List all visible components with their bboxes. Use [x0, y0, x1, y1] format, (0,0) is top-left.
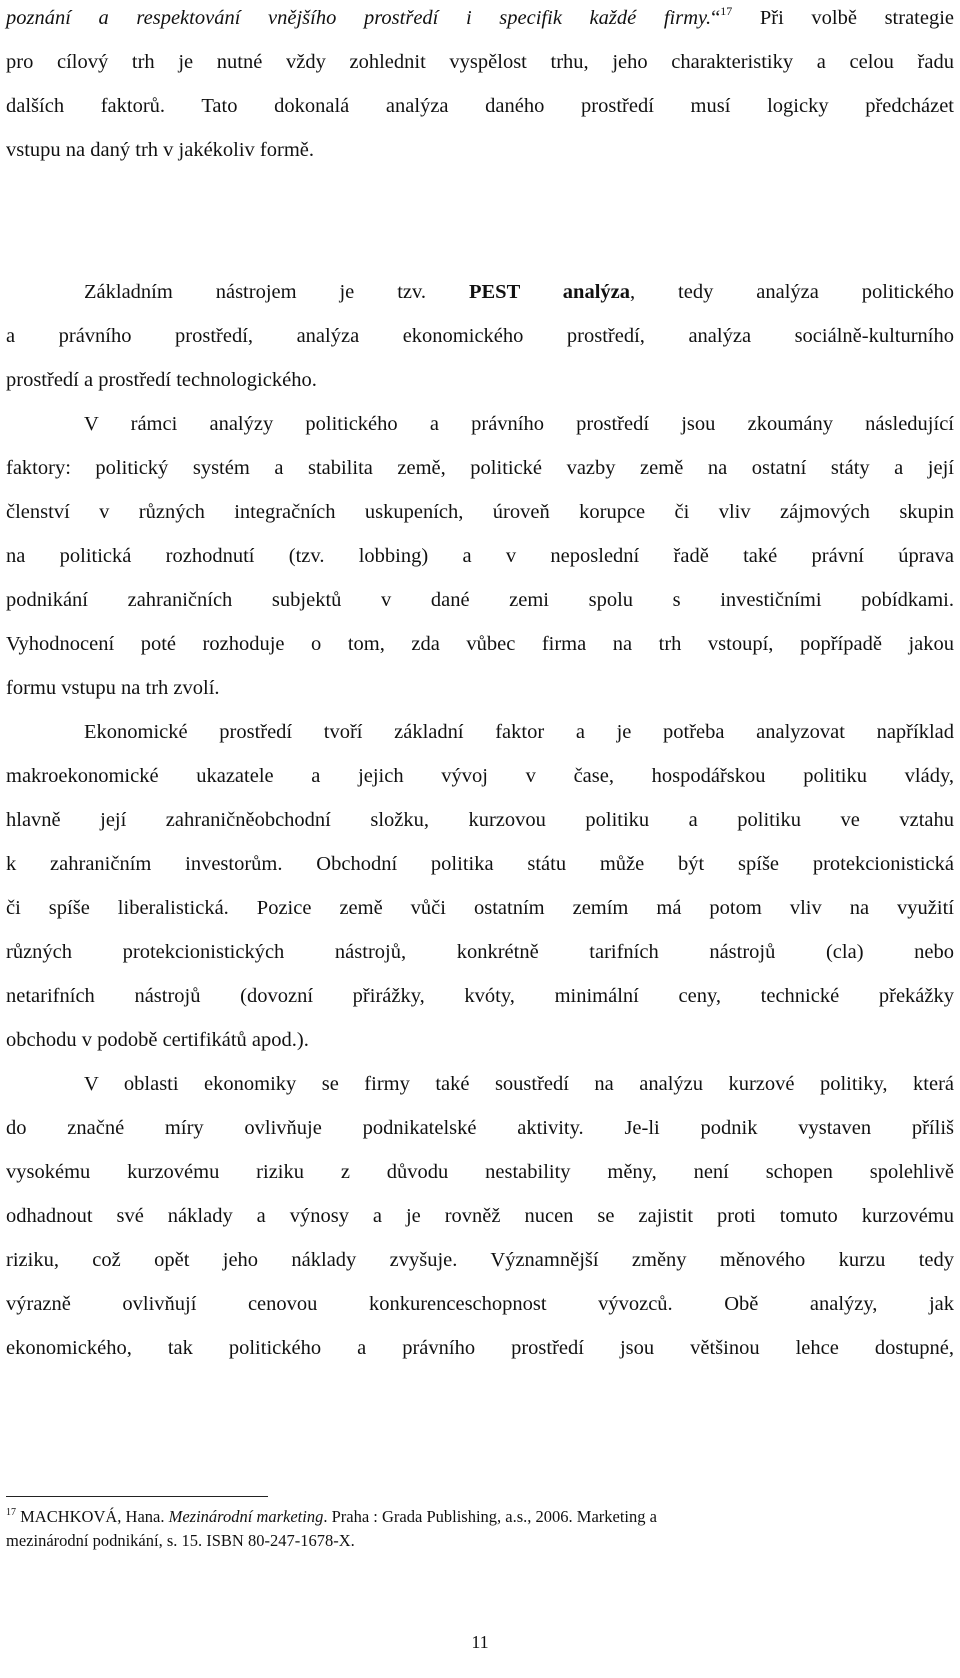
text-line: ekonomického, tak politického a právního prostředí jsou většinou lehce dostupné,	[6, 1337, 954, 1359]
text-line: Ekonomické prostředí tvoří základní faktor a je potřeba analyzovat například	[84, 721, 954, 743]
text-line: V oblasti ekonomiky se firmy také soustředí na analýzu kurzové politiky, která	[84, 1073, 954, 1095]
text-line: na politická rozhodnutí (tzv. lobbing) a v neposlední řadě také právní úprava	[6, 545, 954, 567]
text-line: odhadnout své náklady a výnosy a je rovněž nucen se zajistit proti tomuto kurzovému	[6, 1205, 954, 1227]
footnote-number: 17	[6, 1507, 16, 1518]
text-line: netarifních nástrojů (dovozní přirážky, kvóty, minimální ceny, technické překážky	[6, 985, 954, 1007]
text-line: Základním nástrojem je tzv. PEST analýza, tedy analýza politického	[84, 281, 954, 303]
text-line: a právního prostředí, analýza ekonomického prostředí, analýza sociálně-kulturního	[6, 325, 954, 347]
text-line: dalších faktorů. Tato dokonalá analýza daného prostředí musí logicky předcházet	[6, 95, 954, 117]
text-line: do značné míry ovlivňuje podnikatelské aktivity. Je-li podnik vystaven příliš	[6, 1117, 954, 1139]
text-line: faktory: politický systém a stabilita země, politické vazby země na ostatní státy a její	[6, 457, 954, 479]
text-line: podnikání zahraničních subjektů v dané zemi spolu s investičními pobídkami.	[6, 589, 954, 611]
text-line: či spíše liberalistická. Pozice země vůči ostatním zemím má potom vliv na využití	[6, 897, 954, 919]
page-number: 11	[471, 1632, 489, 1652]
footnote-continuation: mezinárodní podnikání, s. 15. ISBN 80-247-1678-X.	[6, 1531, 355, 1550]
text-line: formu vstupu na trh zvolí.	[6, 677, 220, 699]
text-line: členství v různých integračních uskupeních, úroveň korupce či vliv zájmových skupin	[6, 501, 954, 523]
text-line: poznání a respektování vnějšího prostředí i specifik každé firmy.“$^{17}$ Při volbě strategie	[6, 4, 955, 29]
section-heading	[6, 236, 92, 264]
text-line: různých protekcionistických nástrojů, konkrétně tarifních nástrojů (cla) nebo	[6, 941, 954, 963]
text-line: pro cílový trh je nutné vždy zohlednit vyspělost trhu, jeho charakteristiky a celou řadu	[6, 51, 954, 73]
text-line: hlavně její zahraničněobchodní složku, kurzovou politiku a politiku ve vztahu	[6, 809, 954, 831]
text-line: výrazně ovlivňují cenovou konkurenceschopnost vývozců. Obě analýzy, jak	[6, 1293, 954, 1315]
text-line: vstupu na daný trh v jakékoliv formě.	[6, 139, 315, 161]
text-line: Vyhodnocení poté rozhoduje o tom, zda vůbec firma na trh vstoupí, popřípadě jakou	[6, 633, 954, 655]
text-line: vysokému kurzovému riziku z důvodu nestability měny, není schopen spolehlivě	[6, 1161, 954, 1183]
footnote: $^{17}$ MACHKOVÁ, Hana. Mezinárodní marketing. Praha : Grada Publishing, a.s., 2006. Marketing a	[6, 1507, 657, 1526]
text-line: makroekonomické ukazatele a jejich vývoj v čase, hospodářskou politiku vlády,	[6, 765, 954, 787]
text-line: prostředí a prostředí technologického.	[6, 369, 317, 391]
footnote-ref: 17	[720, 4, 733, 18]
footnote-separator	[6, 1496, 268, 1497]
text-line: V rámci analýzy politického a právního prostředí jsou zkoumány následující	[84, 413, 954, 435]
text-line: riziku, což opět jeho náklady zvyšuje. Významnější změny měnového kurzu tedy	[6, 1249, 954, 1271]
text-line: obchodu v podobě certifikátů apod.).	[6, 1029, 309, 1051]
text-line: k zahraničním investorům. Obchodní politika státu může být spíše protekcionistická	[6, 853, 954, 875]
